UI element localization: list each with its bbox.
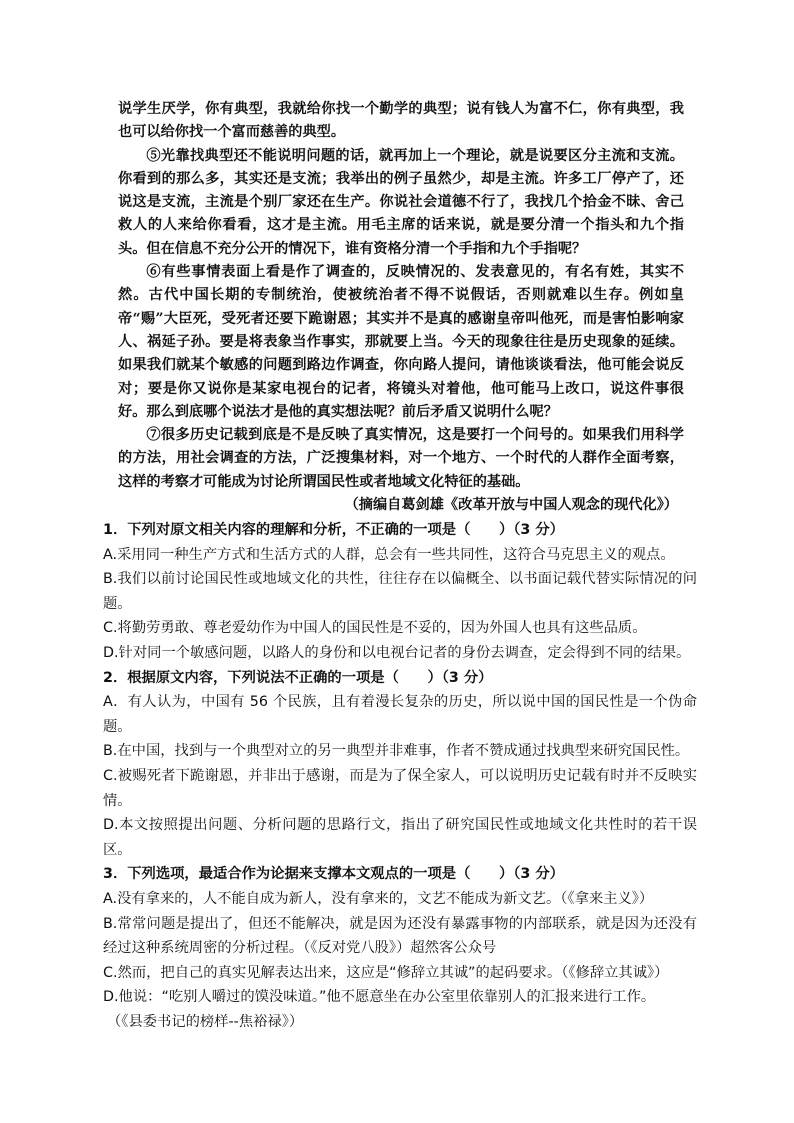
option-b: B.在中国，找到与一个典型对立的另一典型并非难事，作者不赞成通过找典型来研究国民性。 (103, 743, 690, 760)
passage-paragraph-6: ⑥有些事情表面上看是作了调查的，反映情况的、发表意见的，有名有姓，其实不然。古代中国长期的专制统治，使被统治者不得不说假话，否则就难以生存。例如皇帝“赐”大臣死，受死者还要下跪谢恩；其实并不是真的感谢皇帝叫他死，而是害怕影响家人、祸延子孙。要是将表象当作事实，那就要上当。今天的现象往往是历史现象的延续。如果我们就某个敏感的问题到路边作调查，你向路人提问，请他谈谈看法，他可能会说反对；要是你又说你是某家电视台的记者，将镜头对着他，他可能马上改口，说这件事很好。那么到底哪个说法才是他的真实想法呢？前后矛盾又说明什么呢？ (118, 264, 684, 420)
question-stem: 3．下列选项，最适合作为论据来支撑本文观点的一项是（ ）（3 分） (103, 866, 564, 883)
passage-paragraph-7: ⑦很多历史记载到底是不是反映了真实情况，这是要打一个问号的。如果我们用科学的方法，用社会调查的方法，广泛搜集材料，对一个地方、一个时代的人群作全面考察，这样的考察才可能成为讨论所谓国民性或者地域文化特征的基础。 (118, 427, 684, 490)
option-d: D.针对同一个敏感问题，以路人的身份和以电视台记者的身份去调查，定会得到不同的结果。 (103, 644, 691, 661)
option-c: C.被赐死者下跪谢恩，并非出于感谢，而是为了保全家人，可以说明历史记载有时并不反映实情。 (103, 767, 697, 809)
question-3 (103, 862, 697, 1034)
option-a: A．有人认为，中国有 56 个民族，且有着漫长复杂的历史，所以说中国的国民性是一个伪命题。 (103, 694, 697, 735)
option-d: D.他说：“吃别人嚼过的馍没味道。”他不愿意坐在办公室里依靠别人的汇报来进行工作。 (103, 989, 656, 1006)
question-stem: 2．根据原文内容，下列说法不正确的一项是（ ）（3 分） (103, 669, 493, 686)
passage-source: （摘编自葛剑雄《改革开放与中国人观念的现代化》） (344, 497, 678, 514)
passage-paragraph-4-continued: 说学生厌学，你有典型，我就给你找一个勤学的典型；说有钱人为富不仁，你有典型，我也可以给你找一个富而慈善的典型。 (118, 101, 684, 141)
question-stem: 1．下列对原文相关内容的理解和分析，不正确的一项是（ ）（3 分） (103, 522, 564, 538)
question-list (103, 518, 697, 1034)
option-b: B.我们以前讨论国民性或地域文化的共性，往往存在以偏概全、以书面记载代替实际情况的问题。 (103, 571, 697, 612)
question-1 (103, 518, 697, 666)
option-d: D.本文按照提出问题、分析问题的思路行文，指出了研究国民性或地域文化共性时的若干误区。 (103, 817, 697, 858)
option-a: A.采用同一种生产方式和生活方式的人群，总会有一些共同性，这符合马克思主义的观点。 (103, 546, 675, 563)
option-b: B.常常问题是提出了，但还不能解决，就是因为还没有暴露事物的内部联系，就是因为还没有经过这种系统周密的分析过程。（《反对党八股》）超然客公众号 (103, 915, 697, 957)
option-c: C.将勤劳勇敢、尊老爱幼作为中国人的国民性是不妥的，因为外国人也具有这些品质。 (103, 620, 647, 637)
reading-passage (118, 98, 684, 517)
option-d-source: （《县委书记的榜样--焦裕禄》） (107, 1013, 304, 1030)
option-a: A.没有拿来的，人不能自成为新人，没有拿来的，文艺不能成为新文艺。（《拿来主义》） (103, 890, 654, 907)
passage-paragraph-5: ⑤光靠找典型还不能说明问题的话，就再加上一个理论，就是说要区分主流和支流。你看到的那么多，其实还是支流；我举出的例子虽然少，却是主流。许多工厂停产了，还说这是支流，主流是个别厂家还在生产。你说社会道德不行了，我找几个拾金不昧、舍己救人的人来给你看看，这才是主流。用毛主席的话来说，就是要分清一个指头和九个指头。但在信息不充分公开的情况下，谁有资格分清一个手指和九个手指呢？ (118, 147, 684, 257)
question-2 (103, 666, 697, 863)
option-c: C.然而，把自己的真实见解表达出来，这应是“修辞立其诚”的起码要求。（《修辞立其诚》） (103, 964, 669, 981)
